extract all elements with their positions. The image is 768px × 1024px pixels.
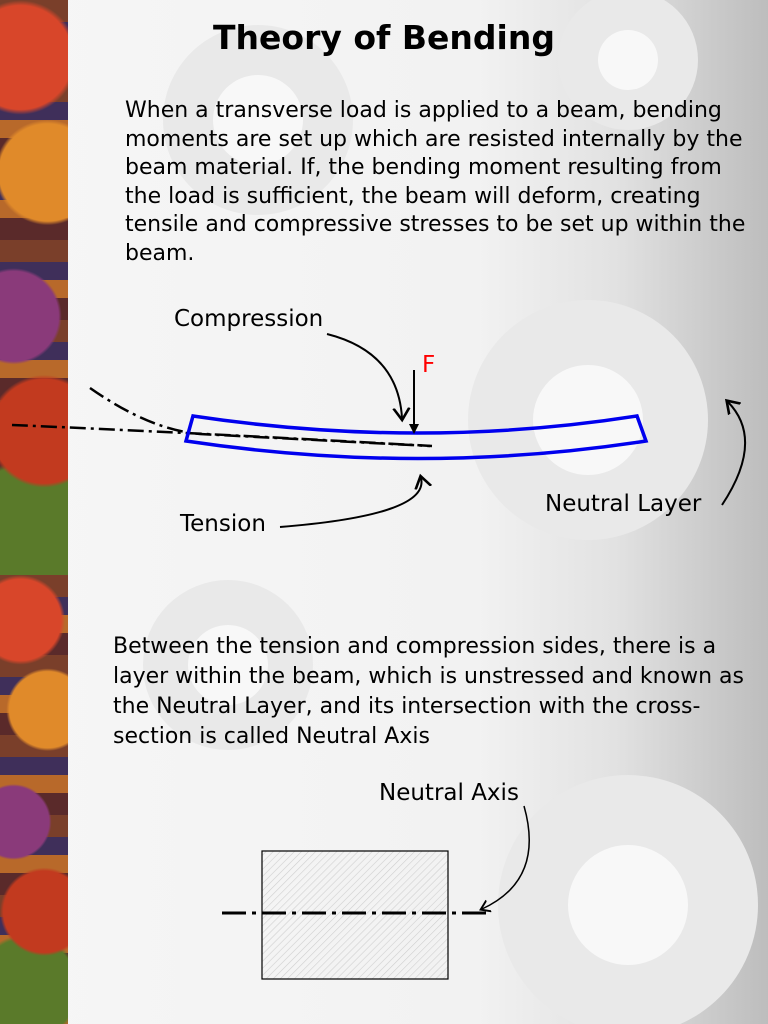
compression-label: Compression <box>174 306 324 332</box>
neutral-axis-leader <box>482 806 529 909</box>
force-label: F <box>422 352 436 378</box>
tension-label: Tension <box>180 511 266 537</box>
bending-description: When a transverse load is applied to a beam, bending moments are set up which are resisted internally by the beam material. If, the bending moment resulting from the load is sufficient, the beam will deform, creating tensile and compressive stresses to be set up within the beam. <box>125 98 746 266</box>
neutral-layer-label: Neutral Layer <box>545 491 702 517</box>
neutral-axis-description: Between the tension and compression sides, there is a layer within the beam, which is unstressed and known as the Neutral Layer, and its intersection with the cross-section is called Neutral Axis <box>113 634 744 749</box>
neutral-axis-label: Neutral Axis <box>379 780 519 806</box>
page-title: Theory of Bending <box>213 18 555 57</box>
beam-cross-section <box>262 851 448 979</box>
